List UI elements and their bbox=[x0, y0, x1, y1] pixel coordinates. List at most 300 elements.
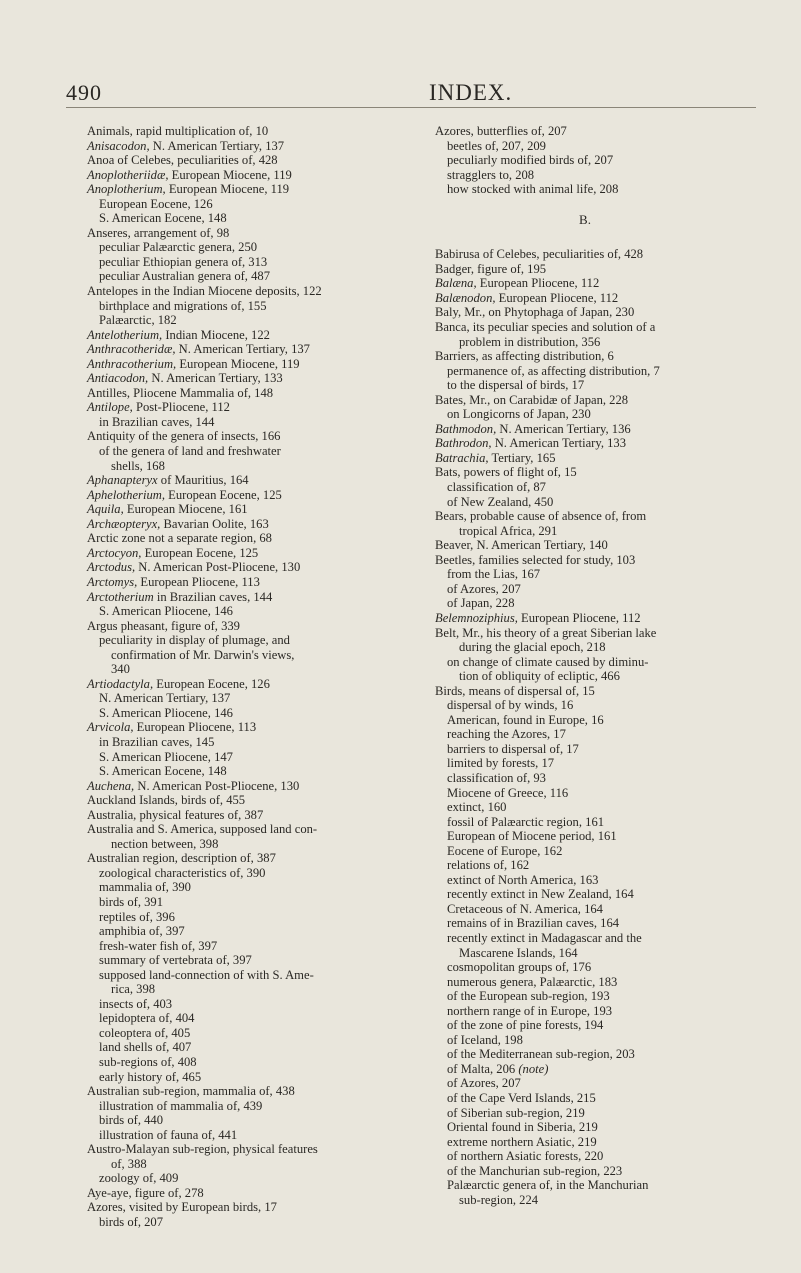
index-entry bbox=[435, 1062, 775, 1077]
index-entry bbox=[87, 1084, 417, 1099]
index-entry bbox=[87, 939, 417, 954]
entry-genus: Archæopteryx, bbox=[87, 516, 161, 531]
entry-text: Antiquity of the genera of insects, 166 bbox=[87, 429, 281, 444]
entry-text: coleoptera of, 405 bbox=[99, 1025, 191, 1040]
entry-genus: Antilope, bbox=[87, 400, 133, 415]
entry-text: Mascarene Islands, 164 bbox=[459, 945, 578, 960]
index-entry bbox=[435, 1106, 775, 1121]
entry-text: S. American Pliocene, 146 bbox=[99, 604, 233, 619]
entry-text: Australia and S. America, supposed land con- bbox=[87, 822, 318, 837]
entry-text: to the dispersal of birds, 17 bbox=[447, 378, 585, 393]
entry-text: Miocene of Greece, 116 bbox=[447, 785, 569, 800]
entry-genus: Antelotherium, bbox=[87, 327, 163, 342]
index-entry bbox=[87, 153, 417, 168]
index-entry bbox=[435, 626, 775, 641]
index-entry bbox=[435, 509, 775, 524]
entry-text: Palæarctic genera of, in the Manchurian bbox=[447, 1178, 649, 1193]
entry-genus: Bathmodon, bbox=[435, 421, 497, 436]
entry-text: cosmopolitan groups of, 176 bbox=[447, 960, 592, 975]
index-entry bbox=[87, 895, 417, 910]
entry-genus: Anthracotherium, bbox=[87, 356, 177, 371]
entry-text: European Miocene, 161 bbox=[123, 502, 248, 517]
entry-text: N. American Tertiary, 136 bbox=[496, 421, 631, 436]
index-entry bbox=[435, 1047, 775, 1062]
index-entry bbox=[87, 706, 417, 721]
index-entry bbox=[435, 247, 775, 262]
index-entry bbox=[435, 153, 775, 168]
entry-text: B. bbox=[579, 211, 591, 227]
entry-text: permanence of, as affecting distribution, 7 bbox=[447, 363, 660, 378]
index-entry bbox=[87, 735, 417, 750]
index-entry bbox=[435, 393, 775, 408]
index-entry bbox=[87, 619, 417, 634]
entry-text: Bats, powers of flight of, 15 bbox=[435, 465, 577, 480]
index-entry bbox=[435, 800, 775, 815]
entry-genus: Arctocyon, bbox=[87, 545, 142, 560]
index-entry bbox=[435, 844, 775, 859]
index-entry bbox=[435, 727, 775, 742]
index-entry bbox=[435, 931, 775, 946]
entry-text: European Pliocene, 113 bbox=[133, 720, 257, 735]
entry-text: Bates, Mr., on Carabidæ of Japan, 228 bbox=[435, 392, 629, 407]
index-entry bbox=[87, 1070, 417, 1085]
entry-text: of Iceland, 198 bbox=[447, 1032, 523, 1047]
index-entry bbox=[87, 502, 417, 517]
entry-text: extinct of North America, 163 bbox=[447, 872, 599, 887]
index-entry bbox=[435, 335, 775, 350]
index-entry bbox=[435, 815, 775, 830]
index-entry bbox=[435, 1178, 775, 1193]
entry-text: Australian region, description of, 387 bbox=[87, 851, 276, 866]
entry-text: European of Miocene period, 161 bbox=[447, 829, 617, 844]
entry-text: Babirusa of Celebes, peculiarities of, 428 bbox=[435, 247, 644, 262]
index-entry bbox=[435, 684, 775, 699]
entry-text: European Miocene, 119 bbox=[176, 356, 300, 371]
entry-text: peculiar Ethiopian genera of, 313 bbox=[99, 254, 268, 269]
index-entry bbox=[87, 386, 417, 401]
index-entry bbox=[435, 495, 775, 510]
entry-text: European Miocene, 119 bbox=[168, 167, 292, 182]
entry-text: N. American Tertiary, 137 bbox=[99, 691, 231, 706]
index-entry bbox=[435, 669, 775, 684]
index-entry bbox=[87, 910, 417, 925]
entry-text: Bears, probable cause of absence of, from bbox=[435, 509, 647, 524]
entry-text: of New Zealand, 450 bbox=[447, 494, 554, 509]
entry-text: of, 388 bbox=[111, 1156, 147, 1171]
index-entry bbox=[435, 480, 775, 495]
index-entry bbox=[87, 531, 417, 546]
index-entry bbox=[435, 182, 775, 197]
index-entry bbox=[435, 567, 775, 582]
entry-text: dispersal of by winds, 16 bbox=[447, 698, 574, 713]
entry-text: birds of, 207 bbox=[99, 1215, 164, 1230]
entry-text: of Malta, 206 bbox=[447, 1061, 516, 1076]
entry-text: classification of, 87 bbox=[447, 480, 546, 495]
index-entry bbox=[435, 1004, 775, 1019]
index-entry bbox=[87, 182, 417, 197]
entry-text: shells, 168 bbox=[111, 458, 165, 473]
index-entry bbox=[87, 1099, 417, 1114]
index-entry bbox=[87, 226, 417, 241]
index-entry bbox=[87, 720, 417, 735]
index-entry bbox=[87, 982, 417, 997]
index-entry bbox=[87, 313, 417, 328]
entry-text: European Miocene, 119 bbox=[165, 182, 290, 197]
entry-text: Indian Miocene, 122 bbox=[162, 327, 270, 342]
index-entry bbox=[435, 1033, 775, 1048]
index-column-right bbox=[435, 124, 775, 1207]
entry-text: mammalia of, 390 bbox=[99, 880, 191, 895]
entry-text: of Azores, 207 bbox=[447, 1076, 521, 1091]
entry-text: early history of, 465 bbox=[99, 1069, 202, 1084]
index-entry bbox=[87, 808, 417, 823]
index-entry bbox=[435, 829, 775, 844]
page-title: INDEX. bbox=[429, 80, 513, 105]
entry-text: peculiar Australian genera of, 487 bbox=[99, 269, 270, 284]
entry-text: Cretaceous of N. America, 164 bbox=[447, 901, 603, 916]
entry-text: of Mauritius, 164 bbox=[157, 473, 249, 488]
index-entry bbox=[87, 357, 417, 372]
index-entry bbox=[435, 407, 775, 422]
index-entry bbox=[435, 553, 775, 568]
index-entry bbox=[87, 590, 417, 605]
entry-text: of the genera of land and freshwater bbox=[99, 444, 281, 459]
index-entry bbox=[435, 611, 775, 626]
page-number: 490 bbox=[66, 80, 102, 105]
entry-text: Badger, figure of, 195 bbox=[435, 261, 547, 276]
entry-text: European Eocene, 126 bbox=[99, 196, 213, 211]
entry-text: supposed land-connection of with S. Ame- bbox=[99, 967, 314, 982]
entry-genus: Anisacodon, bbox=[87, 138, 150, 153]
entry-text: insects of, 403 bbox=[99, 996, 173, 1011]
entry-text: European Pliocene, 112 bbox=[495, 290, 619, 305]
entry-text: extinct, 160 bbox=[447, 800, 507, 815]
index-entry bbox=[87, 924, 417, 939]
index-entry bbox=[87, 866, 417, 881]
entry-text: on Longicorns of Japan, 230 bbox=[447, 407, 591, 422]
entry-text: in Brazilian caves, 145 bbox=[99, 734, 215, 749]
index-entry bbox=[87, 1026, 417, 1041]
index-entry bbox=[87, 691, 417, 706]
entry-text: numerous genera, Palæarctic, 183 bbox=[447, 974, 618, 989]
index-entry bbox=[87, 546, 417, 561]
entry-text: European Eocene, 125 bbox=[165, 487, 282, 502]
entry-text: N. American Tertiary, 133 bbox=[491, 436, 627, 451]
entry-text: S. American Pliocene, 146 bbox=[99, 705, 233, 720]
entry-text: Birds, means of dispersal of, 15 bbox=[435, 683, 595, 698]
entry-text: in Brazilian caves, 144 bbox=[153, 589, 273, 604]
entry-text: peculiarity in display of plumage, and bbox=[99, 633, 290, 648]
index-entry bbox=[87, 575, 417, 590]
index-entry bbox=[87, 168, 417, 183]
index-entry bbox=[435, 305, 775, 320]
entry-text: beetles of, 207, 209 bbox=[447, 138, 546, 153]
entry-text: American, found in Europe, 16 bbox=[447, 712, 604, 727]
index-entry bbox=[435, 538, 775, 553]
index-entry bbox=[435, 582, 775, 597]
index-entry bbox=[87, 284, 417, 299]
entry-text: Bavarian Oolite, 163 bbox=[160, 516, 269, 531]
index-entry bbox=[435, 1135, 775, 1150]
entry-text: European Eocene, 125 bbox=[141, 545, 259, 560]
index-entry bbox=[87, 473, 417, 488]
index-entry bbox=[435, 975, 775, 990]
index-entry bbox=[87, 822, 417, 837]
entry-text: N. American Tertiary, 133 bbox=[148, 371, 283, 386]
index-entry bbox=[435, 524, 775, 539]
index-entry bbox=[87, 880, 417, 895]
entry-text: European Eocene, 126 bbox=[153, 676, 270, 691]
index-entry bbox=[87, 851, 417, 866]
entry-text: Argus pheasant, figure of, 339 bbox=[87, 618, 240, 633]
entry-text: Anoa of Celebes, peculiarities of, 428 bbox=[87, 153, 278, 168]
index-entry bbox=[87, 633, 417, 648]
entry-text: European Pliocene, 112 bbox=[476, 276, 600, 291]
index-entry bbox=[435, 378, 775, 393]
index-entry bbox=[87, 459, 417, 474]
index-entry bbox=[87, 764, 417, 779]
entry-genus: Arctomys, bbox=[87, 574, 138, 589]
index-entry bbox=[87, 648, 417, 663]
index-entry bbox=[435, 786, 775, 801]
index-entry bbox=[435, 168, 775, 183]
entry-text: S. American Eocene, 148 bbox=[99, 764, 227, 779]
index-entry bbox=[87, 1055, 417, 1070]
entry-text: illustration of mammalia of, 439 bbox=[99, 1098, 263, 1113]
entry-genus: Anthracotheridæ, bbox=[87, 342, 176, 357]
entry-text: limited by forests, 17 bbox=[447, 756, 555, 771]
entry-text: S. American Pliocene, 147 bbox=[99, 749, 233, 764]
entry-text: of the Manchurian sub-region, 223 bbox=[447, 1163, 623, 1178]
index-entry bbox=[435, 139, 775, 154]
index-entry bbox=[435, 291, 775, 306]
index-entry bbox=[435, 1018, 775, 1033]
index-entry bbox=[87, 328, 417, 343]
index-entry bbox=[87, 299, 417, 314]
entry-text: problem in distribution, 356 bbox=[459, 334, 601, 349]
index-entry bbox=[435, 596, 775, 611]
entry-text: confirmation of Mr. Darwin's views, bbox=[111, 647, 295, 662]
entry-text: during the glacial epoch, 218 bbox=[459, 640, 606, 655]
index-entry bbox=[87, 1113, 417, 1128]
index-entry bbox=[435, 887, 775, 902]
entry-text: illustration of fauna of, 441 bbox=[99, 1127, 238, 1142]
entry-text: zoology of, 409 bbox=[99, 1171, 179, 1186]
entry-text: of the zone of pine forests, 194 bbox=[447, 1018, 604, 1033]
entry-text: birds of, 440 bbox=[99, 1113, 164, 1128]
entry-genus: Belemnoziphius, bbox=[435, 610, 518, 625]
index-entry bbox=[87, 779, 417, 794]
entry-text: recently extinct in Madagascar and the bbox=[447, 930, 642, 945]
index-entry bbox=[87, 444, 417, 459]
index-entry bbox=[87, 750, 417, 765]
index-entry bbox=[435, 771, 775, 786]
page-header bbox=[66, 80, 766, 110]
index-entry bbox=[435, 436, 775, 451]
entry-text: Arctic zone not a separate region, 68 bbox=[87, 531, 272, 546]
index-entry bbox=[435, 1076, 775, 1091]
entry-text: Tertiary, 165 bbox=[488, 450, 556, 465]
entry-text: Banca, its peculiar species and solution of a bbox=[435, 320, 656, 335]
entry-text: Beetles, families selected for study, 103 bbox=[435, 552, 636, 567]
index-entry bbox=[87, 1200, 417, 1215]
entry-text: recently extinct in New Zealand, 164 bbox=[447, 887, 634, 902]
section-letter bbox=[435, 213, 775, 228]
index-entry bbox=[87, 240, 417, 255]
entry-genus: Anoplotherium, bbox=[87, 182, 166, 197]
entry-text: remains of in Brazilian caves, 164 bbox=[447, 916, 620, 931]
entry-text: peculiarly modified birds of, 207 bbox=[447, 153, 614, 168]
index-entry bbox=[87, 560, 417, 575]
index-entry bbox=[87, 604, 417, 619]
index-entry bbox=[435, 451, 775, 466]
entry-text: Barriers, as affecting distribution, 6 bbox=[435, 349, 614, 364]
entry-text: reaching the Azores, 17 bbox=[447, 727, 566, 742]
entry-text: Beaver, N. American Tertiary, 140 bbox=[435, 538, 608, 553]
index-entry bbox=[87, 1215, 417, 1230]
index-entry bbox=[435, 902, 775, 917]
entry-text: Anseres, arrangement of, 98 bbox=[87, 225, 230, 240]
index-entry bbox=[87, 197, 417, 212]
entry-genus: Arvicola, bbox=[87, 720, 134, 735]
entry-text: sub-regions of, 408 bbox=[99, 1055, 197, 1069]
index-entry bbox=[87, 1157, 417, 1172]
index-entry bbox=[87, 953, 417, 968]
index-column-left bbox=[87, 124, 417, 1230]
index-entry bbox=[87, 793, 417, 808]
index-entry bbox=[435, 320, 775, 335]
entry-text: land shells of, 407 bbox=[99, 1040, 192, 1055]
entry-text: N. American Post-Pliocene, 130 bbox=[135, 560, 301, 575]
entry-text: how stocked with animal life, 208 bbox=[447, 182, 619, 197]
index-entry bbox=[87, 124, 417, 139]
entry-text: of Siberian sub-region, 219 bbox=[447, 1105, 585, 1120]
index-entry bbox=[87, 1011, 417, 1026]
entry-genus: Batrachia, bbox=[435, 450, 489, 465]
entry-text: European Pliocene, 113 bbox=[137, 574, 260, 589]
entry-text: fresh-water fish of, 397 bbox=[99, 938, 218, 953]
entry-text: Austro-Malayan sub-region, physical features bbox=[87, 1142, 318, 1157]
index-entry bbox=[435, 1193, 775, 1208]
entry-genus: Aquila, bbox=[87, 502, 124, 517]
entry-text: N. American Tertiary, 137 bbox=[149, 138, 285, 153]
index-entry bbox=[435, 124, 775, 139]
entry-text: S. American Eocene, 148 bbox=[99, 211, 227, 226]
entry-text: rica, 398 bbox=[111, 982, 156, 997]
entry-text: Australia, physical features of, 387 bbox=[87, 807, 264, 822]
entry-text: tropical Africa, 291 bbox=[459, 523, 558, 538]
index-entry bbox=[435, 640, 775, 655]
index-entry bbox=[435, 349, 775, 364]
index-entry bbox=[87, 429, 417, 444]
entry-genus: Arctodus, bbox=[87, 560, 136, 575]
index-entry bbox=[87, 211, 417, 226]
entry-text: stragglers to, 208 bbox=[447, 167, 535, 182]
entry-text: northern range of in Europe, 193 bbox=[447, 1003, 613, 1018]
entry-text: sub-region, 224 bbox=[459, 1192, 539, 1207]
entry-text: N. American Post-Pliocene, 130 bbox=[134, 778, 300, 793]
entry-text: from the Lias, 167 bbox=[447, 567, 541, 582]
entry-genus: Balænodon, bbox=[435, 290, 496, 305]
index-entry bbox=[435, 742, 775, 757]
entry-genus: Arctotherium bbox=[87, 589, 154, 604]
entry-text: Oriental found in Siberia, 219 bbox=[447, 1120, 598, 1135]
index-entry bbox=[87, 837, 417, 852]
index-entry bbox=[87, 139, 417, 154]
index-entry bbox=[87, 400, 417, 415]
entry-text: relations of, 162 bbox=[447, 858, 530, 873]
entry-text: tion of obliquity of ecliptic, 466 bbox=[459, 669, 620, 684]
header-rule bbox=[66, 107, 756, 108]
entry-text: barriers to dispersal of, 17 bbox=[447, 741, 579, 756]
index-entry bbox=[435, 698, 775, 713]
entry-text: European Pliocene, 112 bbox=[517, 610, 641, 625]
index-entry bbox=[435, 1164, 775, 1179]
entry-genus: Anoplotheriidæ, bbox=[87, 167, 169, 182]
index-entry bbox=[87, 415, 417, 430]
entry-text: of Japan, 228 bbox=[447, 596, 515, 611]
entry-text: zoological characteristics of, 390 bbox=[99, 865, 266, 880]
index-entry bbox=[435, 276, 775, 291]
entry-text: amphibia of, 397 bbox=[99, 924, 185, 939]
index-entry bbox=[435, 756, 775, 771]
index-entry bbox=[87, 371, 417, 386]
index-entry bbox=[435, 960, 775, 975]
entry-genus: Aphanapteryx bbox=[87, 473, 158, 488]
index-entry bbox=[435, 655, 775, 670]
index-entry bbox=[435, 422, 775, 437]
index-entry bbox=[435, 946, 775, 961]
index-entry bbox=[87, 255, 417, 270]
entry-text: of Azores, 207 bbox=[447, 581, 521, 596]
index-entry bbox=[87, 997, 417, 1012]
index-entry bbox=[87, 488, 417, 503]
index-entry bbox=[435, 262, 775, 277]
entry-text: 340 bbox=[111, 662, 130, 677]
index-entry bbox=[435, 873, 775, 888]
entry-genus: Artiodactyla, bbox=[87, 676, 154, 691]
index-entry bbox=[87, 1142, 417, 1157]
index-entry bbox=[87, 968, 417, 983]
entry-text: in Brazilian caves, 144 bbox=[99, 414, 215, 429]
index-entry bbox=[435, 916, 775, 931]
index-entry bbox=[87, 662, 417, 677]
index-entry bbox=[87, 342, 417, 357]
entry-text: Baly, Mr., on Phytophaga of Japan, 230 bbox=[435, 305, 635, 320]
entry-genus: Antiacodon, bbox=[87, 371, 149, 386]
entry-note: (note) bbox=[518, 1061, 549, 1076]
index-entry bbox=[435, 989, 775, 1004]
entry-text: extreme northern Asiatic, 219 bbox=[447, 1134, 597, 1149]
entry-genus: Bathrodon, bbox=[435, 436, 492, 451]
entry-text: birthplace and migrations of, 155 bbox=[99, 298, 267, 313]
entry-text: fossil of Palæarctic region, 161 bbox=[447, 814, 605, 829]
entry-text: peculiar Palæarctic genera, 250 bbox=[99, 240, 258, 255]
entry-text: Post-Pliocene, 112 bbox=[132, 400, 230, 415]
entry-text: Palæarctic, 182 bbox=[99, 313, 177, 328]
entry-text: Azores, visited by European birds, 17 bbox=[87, 1200, 277, 1215]
entry-text: lepidoptera of, 404 bbox=[99, 1011, 195, 1026]
entry-text: classification of, 93 bbox=[447, 770, 546, 785]
entry-text: of the Mediterranean sub-region, 203 bbox=[447, 1047, 635, 1062]
entry-text: Belt, Mr., his theory of a great Siberian lake bbox=[435, 625, 657, 640]
index-entry bbox=[87, 1186, 417, 1201]
index-entry bbox=[87, 517, 417, 532]
index-entry bbox=[87, 1171, 417, 1186]
entry-text: on change of climate caused by diminu- bbox=[447, 654, 649, 669]
entry-text: Azores, butterflies of, 207 bbox=[435, 124, 567, 138]
entry-text: nection between, 398 bbox=[111, 836, 219, 851]
